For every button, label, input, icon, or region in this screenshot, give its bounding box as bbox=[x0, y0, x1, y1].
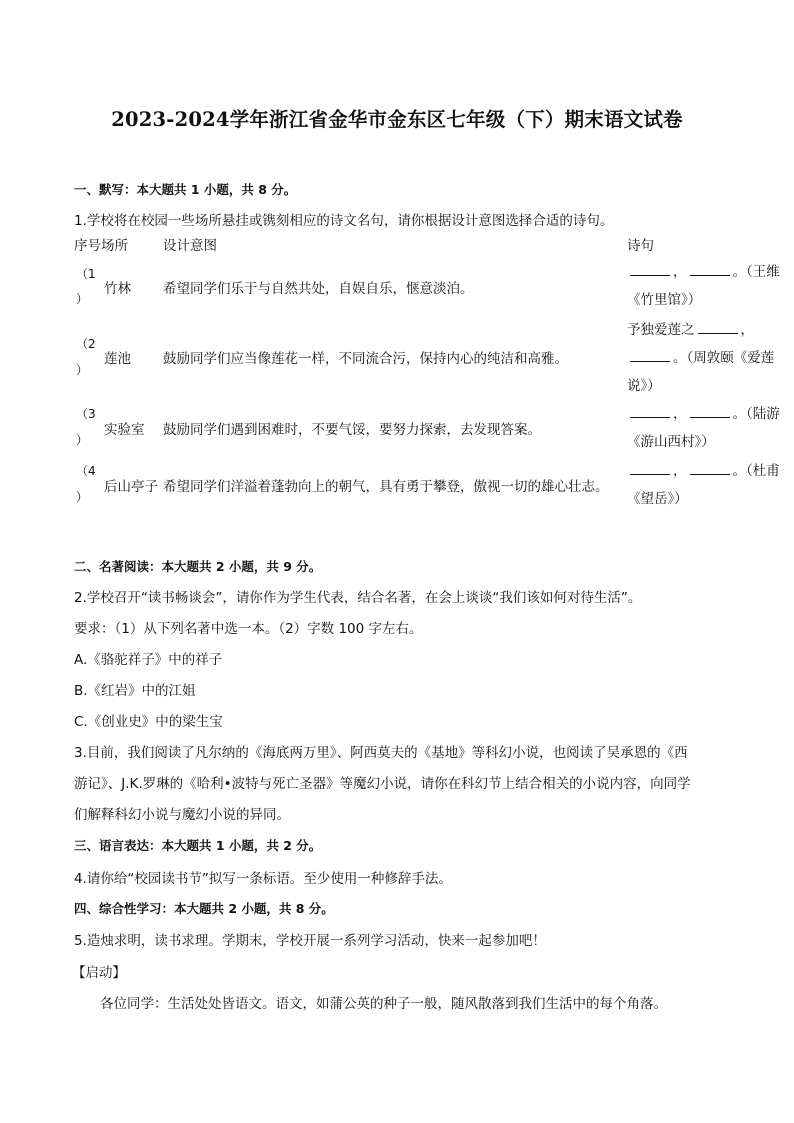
table-header-num-place: 序号场所 bbox=[74, 238, 128, 254]
row-place: 竹林 bbox=[104, 281, 131, 297]
answer-blank[interactable] bbox=[630, 405, 670, 418]
question-2-stem: 2.学校召开“读书畅谈会”，请你作为学生代表，结合名著，在会上谈谈“我们该如何对待生活”。 bbox=[74, 590, 642, 606]
table-header-poem: 诗句 bbox=[627, 238, 654, 254]
page-title: 2023-2024学年浙江省金华市金东区七年级（下）期末语文试卷 bbox=[111, 108, 683, 131]
section-heading-1: 一、默写：本大题共 1 小题，共 8 分。 bbox=[74, 182, 297, 197]
row-num: （3 bbox=[76, 407, 96, 421]
answer-blank[interactable] bbox=[698, 321, 738, 334]
section-heading-4: 四、综合性学习：本大题共 2 小题，共 8 分。 bbox=[74, 901, 334, 916]
row-num: （1 bbox=[76, 267, 96, 281]
section-heading-3: 三、语言表达：本大题共 1 小题，共 2 分。 bbox=[74, 838, 322, 853]
row-place: 莲池 bbox=[104, 351, 131, 367]
row-num-close: ） bbox=[76, 490, 89, 504]
question-5-part-label: 【启动】 bbox=[72, 965, 126, 981]
answer-blank[interactable] bbox=[690, 462, 730, 475]
answer-blank[interactable] bbox=[630, 462, 670, 475]
answer-blank[interactable] bbox=[630, 349, 670, 362]
question-4-stem: 4.请你给“校园读书节”拟写一条标语。至少使用一种修辞手法。 bbox=[74, 871, 452, 887]
question-2-requirement: 要求：（1）从下列名著中选一本。（2）字数 100 字左右。 bbox=[74, 621, 423, 637]
option-b: B.《红岩》中的江姐 bbox=[74, 683, 196, 699]
section-heading-2: 二、名著阅读：本大题共 2 小题，共 9 分。 bbox=[74, 559, 322, 574]
row-intent: 鼓励同学们遇到困难时，不要气馁，要努力探索，去发现答案。 bbox=[163, 422, 541, 438]
row-intent: 希望同学们洋溢着蓬勃向上的朝气，具有勇于攀登，傲视一切的雄心壮志。 bbox=[163, 479, 609, 495]
row-num-close: ） bbox=[76, 292, 89, 306]
answer-blank[interactable] bbox=[630, 263, 670, 276]
question-5-stem: 5.造烛求明，读书求理。学期末，学校开展一系列学习活动，快来一起参加吧！ bbox=[74, 933, 546, 949]
answer-blank[interactable] bbox=[690, 405, 730, 418]
row-intent: 希望同学们乐于与自然共处，自娱自乐，惬意淡泊。 bbox=[163, 281, 474, 297]
row-place: 后山亭子 bbox=[104, 479, 158, 495]
question-1-stem: 1.学校将在校园一些场所悬挂或镌刻相应的诗文名句，请你根据设计意图选择合适的诗句。 bbox=[74, 213, 614, 229]
table-header-intent: 设计意图 bbox=[163, 238, 217, 254]
question-3-line-1: 3.目前，我们阅读了凡尔纳的《海底两万里》、阿西莫夫的《基地》等科幻小说，也阅读了吴承恩的《西 bbox=[74, 745, 688, 761]
row-poem: ， 。（王维《竹里馆》） bbox=[627, 264, 780, 308]
question-5-paragraph: 各位同学：生活处处皆语文。语文，如蒲公英的种子一般，随风散落到我们生活中的每个角落。 bbox=[100, 996, 667, 1012]
question-3-line-3: 们解释科幻小说与魔幻小说的异同。 bbox=[74, 807, 290, 823]
row-num-close: ） bbox=[76, 363, 89, 377]
question-3-line-2: 游记》、J.K.罗琳的《哈利•波特与死亡圣器》等魔幻小说，请你在科幻节上结合相关的小说内容，向同学 bbox=[74, 776, 691, 792]
row-intent: 鼓励同学们应当像莲花一样，不同流合污，保持内心的纯洁和高雅。 bbox=[163, 351, 568, 367]
row-num: （4 bbox=[76, 464, 96, 478]
row-num-close: ） bbox=[76, 433, 89, 447]
row-poem: ， 。（杜甫《望岳》） bbox=[627, 463, 780, 507]
row-poem: ， 。（陆游《游山西村》） bbox=[627, 406, 780, 450]
row-poem: 予独爱莲之 ，。（周敦颐《爱莲说》） bbox=[627, 322, 775, 394]
row-place: 实验室 bbox=[104, 422, 145, 438]
row-num: （2 bbox=[76, 337, 96, 351]
answer-blank[interactable] bbox=[690, 263, 730, 276]
option-c: C.《创业史》中的梁生宝 bbox=[74, 714, 223, 730]
option-a: A.《骆驼祥子》中的祥子 bbox=[74, 652, 223, 668]
